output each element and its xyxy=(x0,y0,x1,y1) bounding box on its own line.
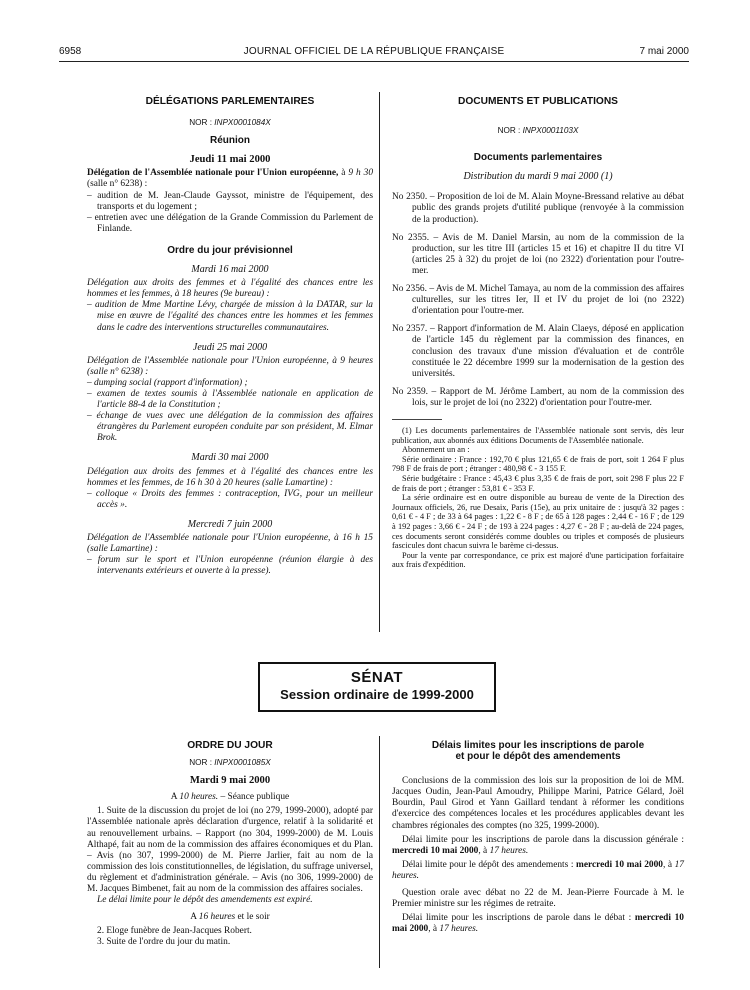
nor-reference: NOR : INPX0001085X xyxy=(189,758,271,768)
footnote-rule xyxy=(392,419,442,420)
time-slot: A 16 heures et le soir xyxy=(190,912,270,923)
session-intro: Délégation aux droits des femmes et à l'égalité des chances entre les hommes et les femmes, à 18 heures (9e bureau) : xyxy=(87,278,373,300)
delais-heading-line2: et pour le dépôt des amendements xyxy=(455,751,621,763)
delais-paragraph: Délai limite pour le dépôt des amendements : mercredi 10 mai 2000, à 17 heures. xyxy=(392,859,684,881)
documents-section xyxy=(392,96,684,570)
session-item: – examen de textes soumis à l'Assemblée nationale en application de l'article 88-4 de la Constitution ; xyxy=(87,388,373,411)
agenda-title: Ordre du jour prévisionnel xyxy=(167,244,293,256)
document-item: No 2356. – Avis de M. Michel Tamaya, au nom de la commission des affaires culturelles, sur les titres Ier, II et IV du projet de loi (no 2322) d'orientation pour l'outre-mer. xyxy=(392,284,684,317)
session-item: – dumping social (rapport d'information) ; xyxy=(87,377,248,388)
footnote-paragraph: Abonnement un an : xyxy=(402,445,470,455)
session-date: Mardi 16 mai 2000 xyxy=(191,264,269,276)
reunion-date: Jeudi 11 mai 2000 xyxy=(189,154,271,166)
agenda-item: 1. Suite de la discussion du projet de loi (no 279, 1999-2000), adopté par l'Assemblée nationale après déclaration d'urgence, relatif à la solidarité et au renouvellement urbains. – Rapport (no 304, 1999-2000) de M. Louis Althapé, fait au nom de la commission des affaires économiques et du Plan. – Avis (no 307, 1999-2000) de M. Pierre Jarlier, fait au nom de la commission des lois constitutionnelles, de législation, du suffrage universel, du règlement et d'administration générale. – Avis (no 306, 1999-2000) de M. Jacques Bimbenet, fait au nom de la commission des affaires sociales. xyxy=(87,806,373,895)
section-heading: DÉLÉGATIONS PARLEMENTAIRES xyxy=(145,96,315,107)
delais-section xyxy=(392,740,684,935)
session-intro: Délégation de l'Assemblée nationale pour l'Union européenne, à 16 h 15 (salle Lamartine) : xyxy=(87,533,373,555)
senat-title: SÉNAT xyxy=(350,669,404,686)
agenda-item: 2. Eloge funèbre de Jean-Jacques Robert. xyxy=(97,926,252,937)
section-heading: ORDRE DU JOUR xyxy=(187,740,273,751)
session-intro: Délégation aux droits des femmes et à l'égalité des chances entre les hommes et les femmes, de 16 h 30 à 20 heures (salle Lamartine) : xyxy=(87,466,373,488)
session-intro: Délégation de l'Assemblée nationale pour l'Union européenne, à 9 heures (salle n° 6238) : xyxy=(87,355,373,377)
session-item: – colloque « Droits des femmes : contraception, IVG, pour un meilleur accès ». xyxy=(87,488,373,510)
footnote-paragraph: La série ordinaire est en outre disponible au bureau de vente de la Direction des Journaux officiels, 26, rue Desaix, Paris (15e), au prix unitaire de : jusqu'à 32 pages : 0,61 € - 4 F ; de 33 à 64 pages : 1,22 € - 8 F ; de 65 à 128 pages : 2,44 € - 16 F ; de 129 à 192 pages : 3,66 € - 24 F ; de 193 à 224 pages : 4,27 € - 28 F ; au-delà de 224 pages, ces documents seront considérés comme doubles ou triples et composés de plusieurs fascicules dont chacun suivra le barème ci-dessus. xyxy=(392,493,684,551)
section-heading: DOCUMENTS ET PUBLICATIONS xyxy=(458,96,618,107)
delegations-section xyxy=(87,96,373,577)
senat-subtitle: Session ordinaire de 1999-2000 xyxy=(280,687,474,702)
document-item: No 2357. – Rapport d'information de M. Alain Claeys, déposé en application de l'article 145 du règlement par la commission des finances, en conclusion des travaux d'une mission d'évaluation et de contrôle constituée le 22 décembre 1999 sur la modernisation de la gestion des universités. xyxy=(392,324,684,379)
documents-subheading: Documents parlementaires xyxy=(473,152,603,164)
session-item: – audition de Mme Martine Lévy, chargée de mission à la DATAR, sur la mise en œuvre de l'égalité des chances entre les hommes et les femmes dans le cadre des interventions structurelles communautaires. xyxy=(87,300,373,333)
header-rule xyxy=(59,61,689,62)
ordre-du-jour-section xyxy=(87,740,373,949)
session-date: Mercredi 7 juin 2000 xyxy=(187,518,273,530)
session-date: Jeudi 25 mai 2000 xyxy=(192,341,268,353)
reunion-intro: Délégation de l'Assemblée nationale pour l'Union européenne, à 9 h 30 (salle n° 6238) : xyxy=(87,168,373,190)
footnote xyxy=(392,426,684,570)
journal-title: JOURNAL OFFICIEL DE LA RÉPUBLIQUE FRANÇAISE xyxy=(243,46,505,57)
column-divider-top xyxy=(379,92,380,632)
delais-paragraph: Délai limite pour les inscriptions de parole dans le débat : mercredi 10 mai 2000, à 17 heures. xyxy=(392,913,684,935)
delais-paragraph: Conclusions de la commission des lois sur la proposition de loi de MM. Jacques Oudin, Jean-Paul Amoudry, Philippe Marini, Patrice Gélard, Joël Bourdin, Paul Girod et Yann Gaillard tendant à réformer les conditions d'exercice des compétences locales et les procédures applicables devant les chambres régionales des comptes (no 325, 1999-2000). xyxy=(392,776,684,831)
page-number: 6958 xyxy=(59,46,82,57)
document-item: No 2355. – Avis de M. Daniel Marsin, au nom de la commission de la production, sur les titre III (articles 15 et 16) et chapitre II du titre VI (articles 25 à 32) du projet de loi (no 2322) d'orientation pour l'outre-mer. xyxy=(392,232,684,276)
deadline-note: Le délai limite pour le dépôt des amendements est expiré. xyxy=(97,895,313,906)
agenda-item: 3. Suite de l'ordre du jour du matin. xyxy=(97,937,231,948)
nor-reference: NOR : INPX0001084X xyxy=(189,118,271,128)
footnote-paragraph: (1) Les documents parlementaires de l'Assemblée nationale sont servis, dès leur publication, aux abonnés aux éditions Documents de l'Assemblée nationale. xyxy=(392,425,684,445)
delais-heading-line1: Délais limites pour les inscriptions de parole xyxy=(431,740,645,751)
nor-reference: NOR : INPX0001103X xyxy=(497,126,579,136)
document-item: No 2359. – Rapport de M. Jérôme Lambert, au nom de la commission des lois, sur le projet de loi (no 2322) d'orientation pour l'outre-mer. xyxy=(392,386,684,408)
reunion-item: – audition de M. Jean-Claude Gayssot, ministre de l'équipement, des transports et du logement ; xyxy=(87,190,373,212)
session-item: – forum sur le sport et l'Union européenne (réunion élargie à des intervenants extérieurs et ouverte à la presse). xyxy=(87,555,373,577)
column-divider-bottom xyxy=(379,736,380,968)
footnote-paragraph: Pour la vente par correspondance, ce prix est majoré d'une participation forfaitaire aux frais d'expédition. xyxy=(392,550,684,570)
document-item: No 2350. – Proposition de loi de M. Alain Moyne-Bressand relative au débat public des grands projets d'utilité publique (renvoyée à la commission de la production). xyxy=(392,192,684,225)
session-date: Mardi 30 mai 2000 xyxy=(191,452,269,464)
footnote-paragraph: Série budgétaire : France : 45,43 € plus 3,35 € de frais de port, soit 298 F plus 22 F de frais de port ; étranger : 53,81 € - 353 F. xyxy=(392,473,684,493)
issue-date: 7 mai 2000 xyxy=(639,46,689,57)
time-slot: A 10 heures. – Séance publique xyxy=(170,792,290,803)
session-item: – échange de vues avec une délégation de la commission des affaires étrangères du Parlement européen conduite par son président, M. Elmar Brok. xyxy=(87,411,373,444)
footnote-paragraph: Série ordinaire : France : 192,70 € plus 121,65 € de frais de port, soit 1 264 F plus 798 F de frais de port ; étranger : 480,98 € - 3 155 F. xyxy=(392,454,684,474)
reunion-title: Réunion xyxy=(210,135,250,147)
senat-banner xyxy=(258,662,496,712)
delais-paragraph: Question orale avec débat no 22 de M. Jean-Pierre Fourcade à M. le Premier ministre sur les régimes de retraite. xyxy=(392,888,684,910)
session-date: Mardi 9 mai 2000 xyxy=(189,775,271,787)
reunion-item: – entretien avec une délégation de la Grande Commission du Parlement de Finlande. xyxy=(87,212,373,234)
distribution-line: Distribution du mardi 9 mai 2000 (1) xyxy=(463,171,613,183)
page-header xyxy=(59,46,689,60)
delais-paragraph: Délai limite pour les inscriptions de parole dans la discussion générale : mercredi 10 mai 2000, à 17 heures. xyxy=(392,834,684,856)
